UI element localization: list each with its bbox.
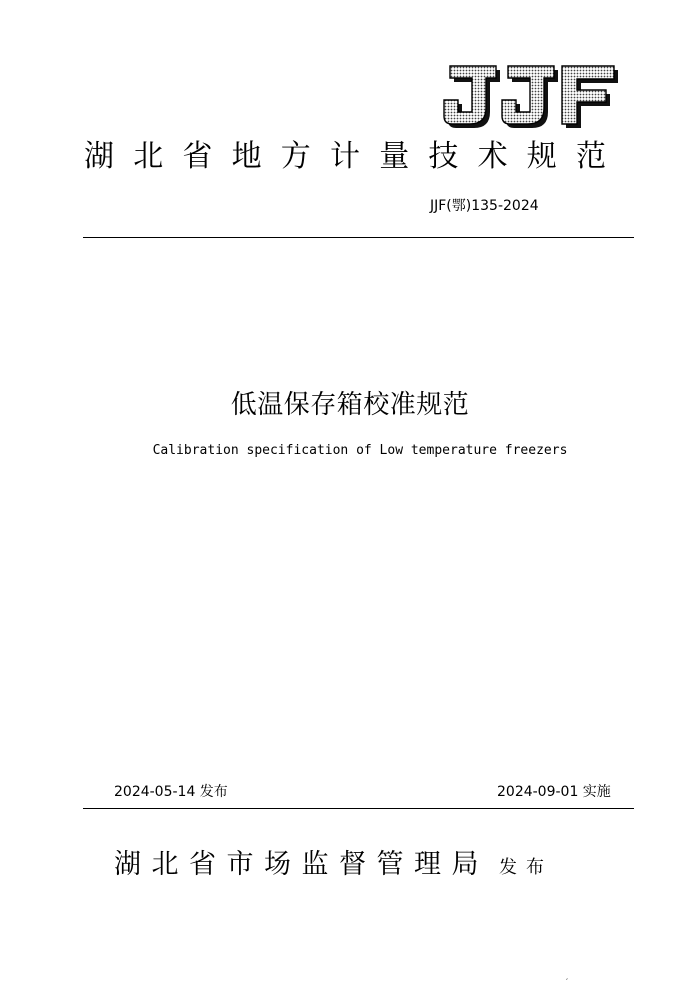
implementation-date: 2024-09-01 实施 (497, 784, 611, 800)
jjf-logo (438, 60, 620, 130)
issuer-action: 发布 (499, 857, 553, 878)
document-title-english: Calibration specification of Low temperature freezers (152, 443, 568, 458)
bottom-divider (83, 808, 634, 809)
footer-mark: ′ (566, 978, 569, 988)
issuer-line (114, 845, 553, 888)
document-title-chinese: 低温保存箱校准规范 (230, 390, 470, 420)
top-divider (83, 237, 634, 238)
document-number: JJF(鄂)135-2024 (430, 198, 539, 214)
issue-date: 2024-05-14 发布 (114, 784, 228, 800)
category-title: 湖北省地方计量技术规范 (84, 139, 626, 174)
issuer-name: 湖北省市场监督管理局 (114, 849, 489, 880)
